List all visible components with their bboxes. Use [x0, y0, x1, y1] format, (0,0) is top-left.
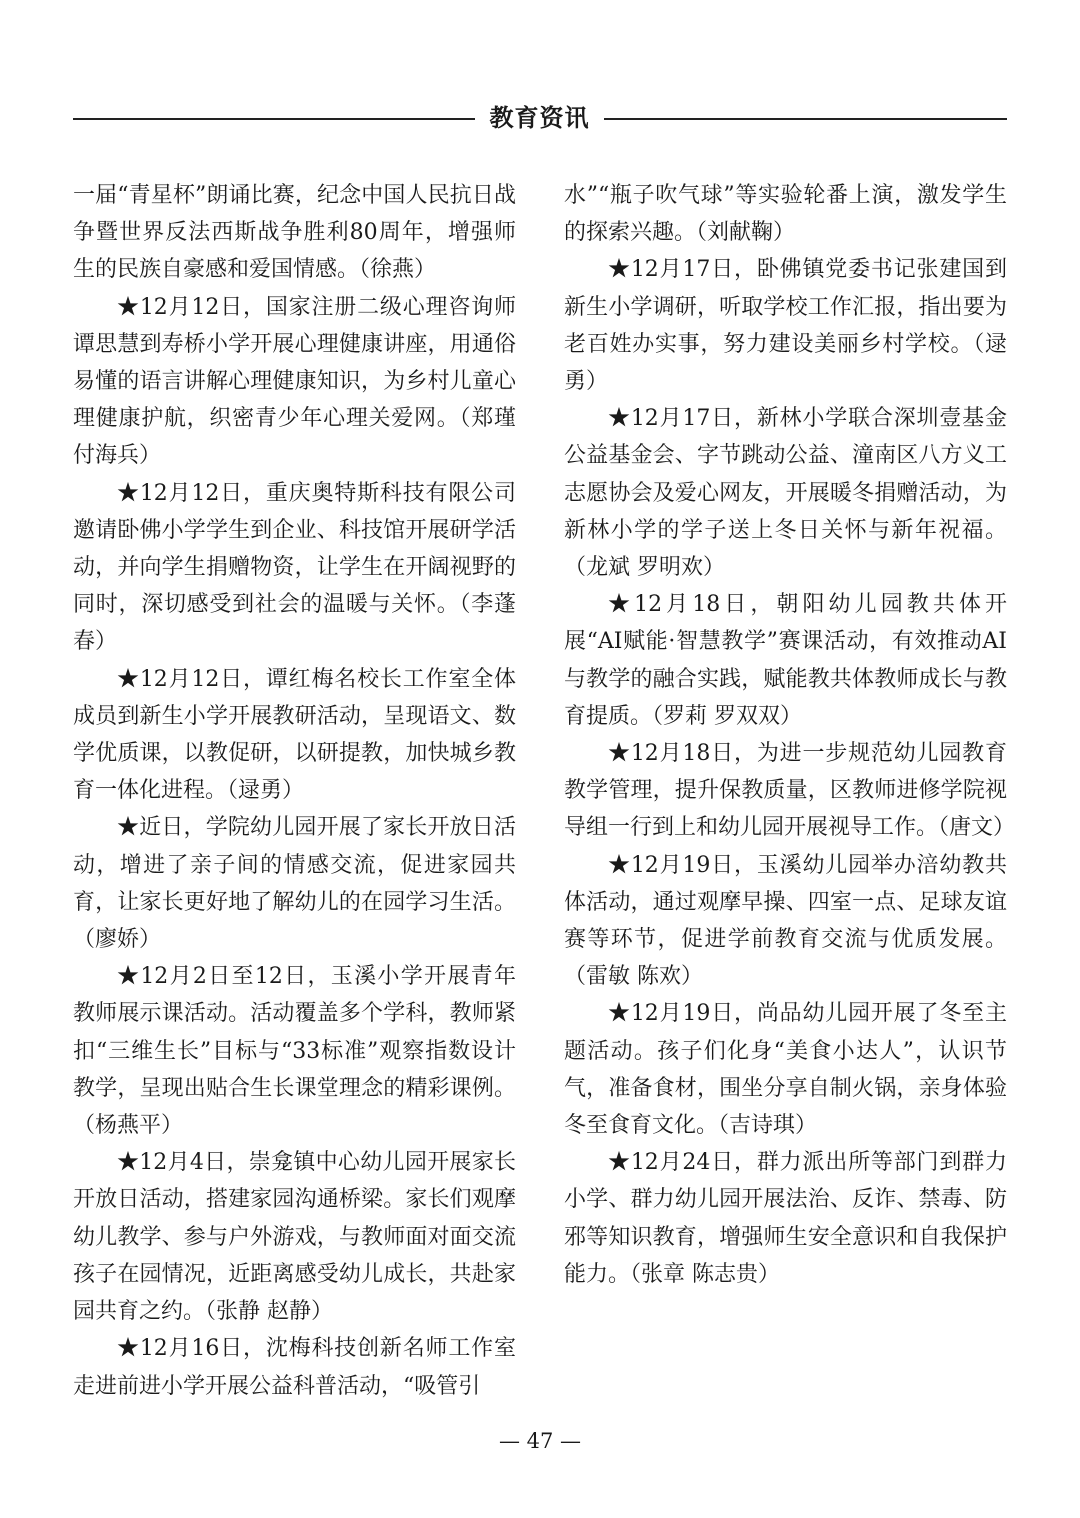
news-item: ★近日，学院幼儿园开展了家长开放日活动，增进了亲子间的情感交流，促进家园共育，让家长更好地了解幼儿的在园学习生活。（廖娇） — [73, 815, 516, 953]
header-rule-right — [604, 118, 1007, 120]
news-item: ★12月12日，国家注册二级心理咨询师谭思慧到寿桥小学开展心理健康讲座，用通俗易懂的语言讲解心理健康知识，为乡村儿童心理健康护航，织密青少年心理关爱网。（郑瑾 付海兵） — [73, 294, 516, 469]
news-item: ★12月12日，重庆奥特斯科技有限公司邀请卧佛小学学生到企业、科技馆开展研学活动，并向学生捐赠物资，让学生在开阔视野的同时，深切感受到社会的温暖与关怀。（李蓬春） — [73, 480, 516, 655]
news-item: 一届“青星杯”朗诵比赛，纪念中国人民抗日战争暨世界反法西斯战争胜利80周年，增强师生的民族自豪感和爱国情感。（徐燕） — [73, 183, 516, 283]
news-item: ★12月17日，卧佛镇党委书记张建国到新生小学调研，听取学校工作汇报，指出要为老百姓办实事，努力建设美丽乡村学校。（逯勇） — [564, 257, 1007, 395]
news-item: ★12月18日，为进一步规范幼儿园教育教学管理，提升保教质量，区教师进修学院视导组一行到上和幼儿园开展视导工作。（唐文） — [564, 741, 1016, 841]
news-item: ★12月18日，朝阳幼儿园教共体开展“AI赋能·智慧教学”赛课活动，有效推动AI与教学的融合实践，赋能教共体教师成长与教育提质。（罗莉 罗双双） — [564, 592, 1007, 729]
news-item: ★12月24日，群力派出所等部门到群力小学、群力幼儿园开展法治、反诈、禁毒、防邪等知识教育，增强师生安全意识和自我保护能力。（张章 陈志贵） — [564, 1150, 1007, 1287]
page-header — [0, 0, 1080, 150]
news-item: ★12月19日，尚品幼儿园开展了冬至主题活动。孩子们化身“美食小达人”，认识节气，准备食材，围坐分享自制火锅，亲身体验冬至食育文化。（吉诗琪） — [564, 1001, 1007, 1139]
left-column — [73, 177, 516, 1405]
right-column — [564, 177, 1016, 1293]
news-item: ★12月12日，谭红梅名校长工作室全体成员到新生小学开展教研活动，呈现语文、数学优质课，以教促研，以研提教，加快城乡教育一体化进程。（逯勇） — [73, 666, 516, 804]
news-item: ★12月16日，沈梅科技创新名师工作室走进前进小学开展公益科普活动，“吸管引 — [73, 1336, 516, 1399]
news-item: ★12月17日，新林小学联合深圳壹基金公益基金会、字节跳动公益、潼南区八方义工志愿协会及爱心网友，开展暖冬捐赠活动，为新林小学的学子送上冬日关怀与新年祝福。（龙斌 罗明欢） — [564, 406, 1007, 581]
news-item: ★12月4日，崇龛镇中心幼儿园开展家长开放日活动，搭建家园沟通桥梁。家长们观摩幼儿教学、参与户外游戏，与教师面对面交流孩子在园情况，近距离感受幼儿成长，共赴家园共育之约。（张静 赵静） — [73, 1150, 516, 1325]
news-item: 水”“瓶子吹气球”等实验轮番上演，激发学生的探索兴趣。（刘献鞠） — [564, 183, 1007, 246]
header-rule-left — [73, 118, 475, 120]
page-number: — 47 — — [498, 1429, 582, 1453]
news-item: ★12月19日，玉溪幼儿园举办涪幼教共体活动，通过观摩早操、四室一点、足球友谊赛等环节，促进学前教育交流与优质发展。（雷敏 陈欢） — [564, 852, 1007, 990]
news-item: ★12月2日至12日，玉溪小学开展青年教师展示课活动。活动覆盖多个学科，教师紧扣“三维生长”目标与“33标准”观察指数设计教学，呈现出贴合生长课堂理念的精彩课例。（杨燕平） — [73, 964, 516, 1139]
section-title: 教育资讯 — [489, 104, 590, 132]
